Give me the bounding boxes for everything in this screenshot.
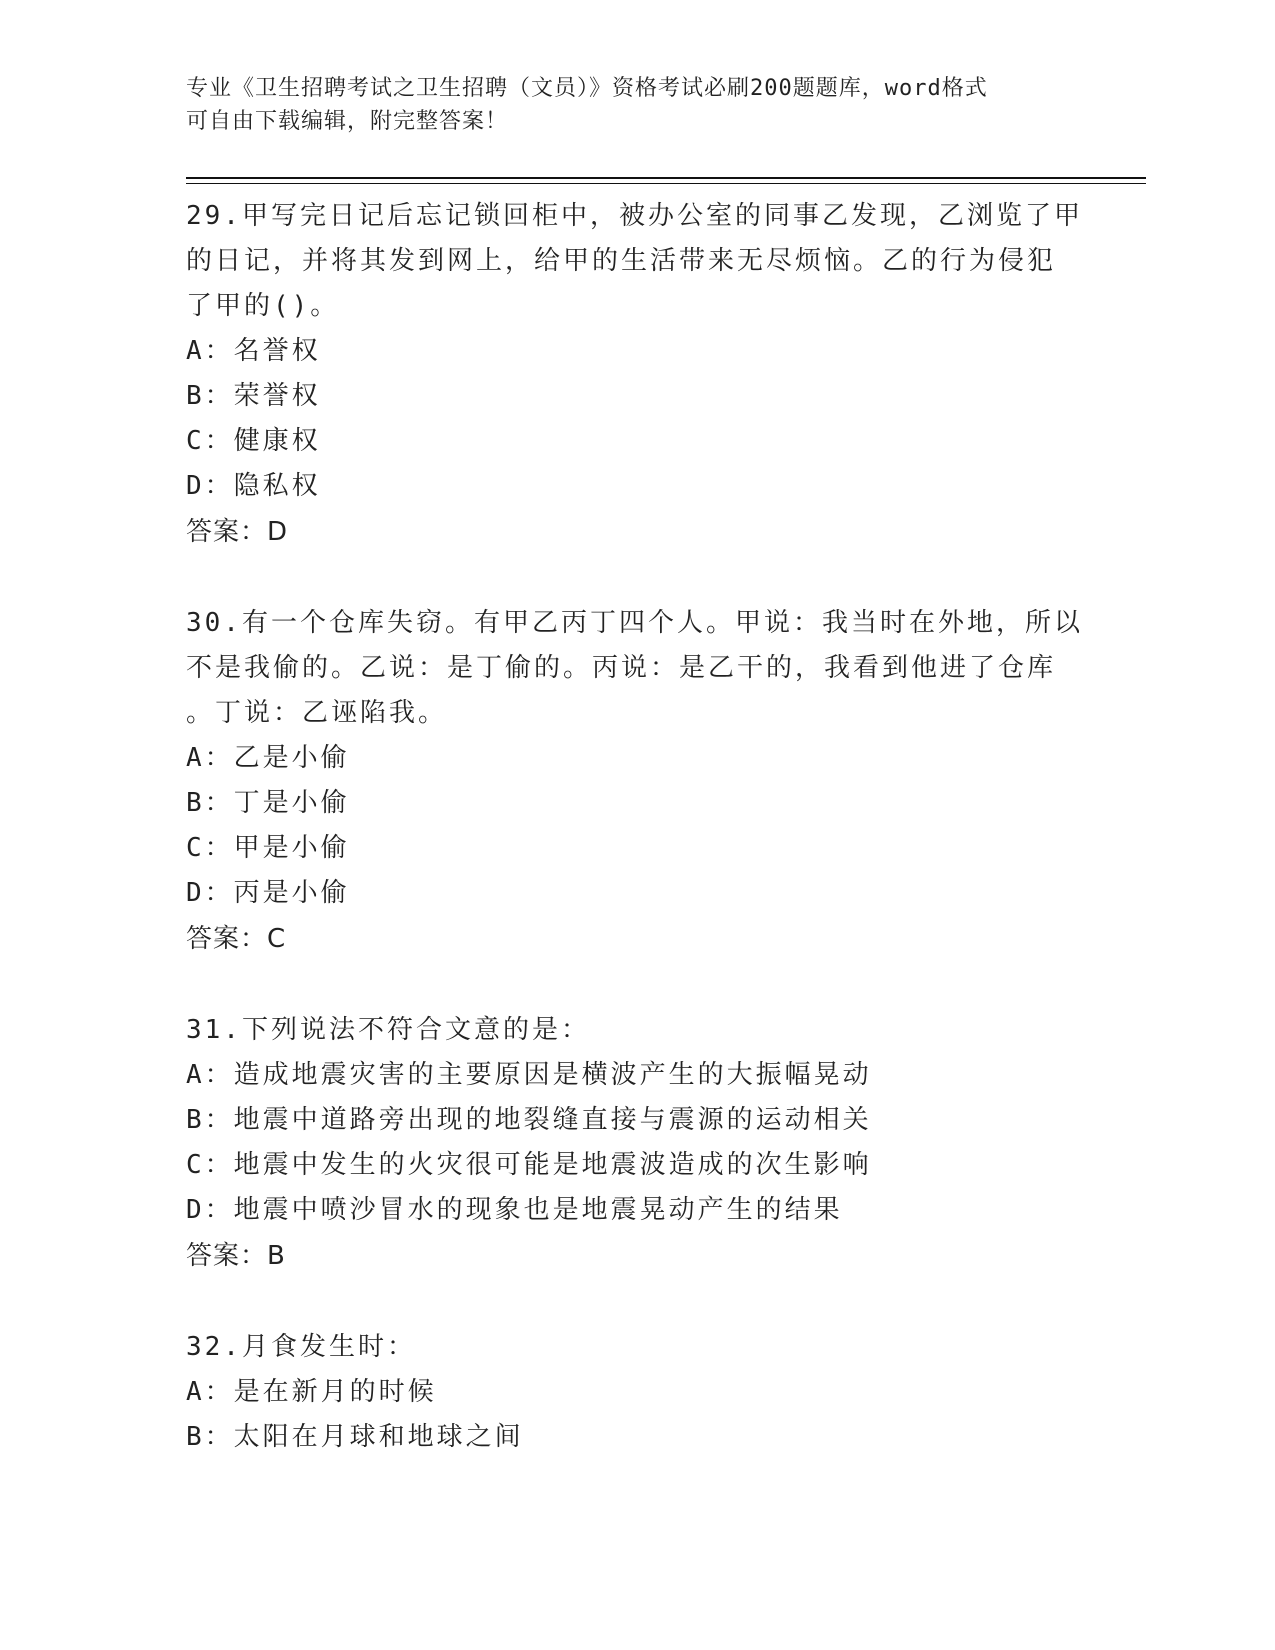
stem-line: 。丁说：乙诬陷我。 <box>186 698 448 728</box>
option-d: D：隐私权 <box>186 471 321 501</box>
question-stem <box>186 1008 1086 1053</box>
question-stem <box>186 194 1086 329</box>
option-b: B：太阳在月球和地球之间 <box>186 1422 524 1452</box>
option-c: C：健康权 <box>186 426 321 456</box>
answer: 答案：D <box>186 517 289 547</box>
option-a: A：造成地震灾害的主要原因是横波产生的大振幅晃动 <box>186 1060 872 1090</box>
stem-line: 不是我偷的。乙说：是丁偷的。丙说：是乙干的，我看到他进了仓库 <box>186 653 1057 683</box>
question-30 <box>186 601 1086 962</box>
stem-line: 32.月食发生时： <box>186 1332 416 1362</box>
question-stem <box>186 1325 1086 1370</box>
header-divider-thin <box>186 183 1146 184</box>
option-a: A：名誉权 <box>186 336 321 366</box>
option-b: B：丁是小偷 <box>186 788 350 818</box>
option-a: A：是在新月的时候 <box>186 1377 437 1407</box>
stem-line: 31.下列说法不符合文意的是： <box>186 1015 590 1045</box>
option-b: B：荣誉权 <box>186 381 321 411</box>
stem-line: 的日记，并将其发到网上，给甲的生活带来无尽烦恼。乙的行为侵犯 <box>186 246 1057 276</box>
header-line-1: 专业《卫生招聘考试之卫生招聘（文员）》资格考试必刷200题题库，word格式 <box>186 76 988 101</box>
header-line-2: 可自由下载编辑，附完整答案！ <box>186 109 509 134</box>
option-d: D：丙是小偷 <box>186 878 350 908</box>
question-spacer <box>186 1279 1086 1325</box>
question-29 <box>186 194 1086 555</box>
option-b: B：地震中道路旁出现的地裂缝直接与震源的运动相关 <box>186 1105 872 1135</box>
question-32 <box>186 1325 1086 1460</box>
option-a: A：乙是小偷 <box>186 743 350 773</box>
header-divider-thick <box>186 177 1146 179</box>
stem-line: 了甲的()。 <box>186 291 340 321</box>
question-spacer <box>186 555 1086 601</box>
stem-line: 30.有一个仓库失窃。有甲乙丙丁四个人。甲说：我当时在外地，所以 <box>186 608 1083 638</box>
question-31 <box>186 1008 1086 1279</box>
question-list <box>186 194 1086 1460</box>
document-header <box>186 72 1066 138</box>
question-spacer <box>186 962 1086 1008</box>
stem-line: 29.甲写完日记后忘记锁回柜中，被办公室的同事乙发现，乙浏览了甲 <box>186 201 1083 231</box>
answer: 答案：B <box>186 1241 286 1271</box>
option-c: C：甲是小偷 <box>186 833 350 863</box>
question-stem <box>186 601 1086 736</box>
option-c: C：地震中发生的火灾很可能是地震波造成的次生影响 <box>186 1150 872 1180</box>
option-d: D：地震中喷沙冒水的现象也是地震晃动产生的结果 <box>186 1195 843 1225</box>
answer: 答案：C <box>186 924 287 954</box>
